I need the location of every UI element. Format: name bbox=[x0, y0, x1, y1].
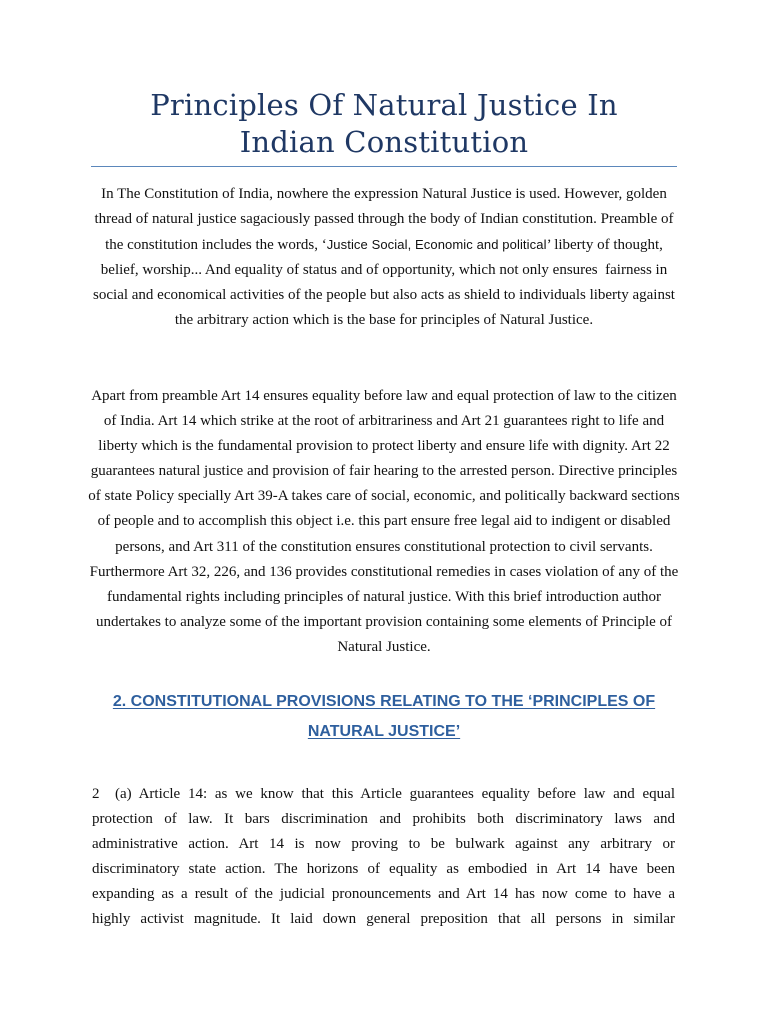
document-title bbox=[90, 87, 678, 161]
article-14-line: highly activist magnitude. It laid down general preposition that all persons in similar bbox=[92, 911, 675, 928]
preamble-quote: Justice Social, Economic and political bbox=[326, 237, 547, 253]
article-14-line: administrative action. Art 14 is now proving to be bulwark against any arbitrary or bbox=[92, 836, 675, 853]
title-line-2: Indian Constitution bbox=[239, 125, 529, 159]
article-14-line: discriminatory state action. The horizons of equality as embodied in Art 14 have been bbox=[92, 861, 675, 878]
section-heading bbox=[88, 687, 680, 747]
articles-paragraph: Apart from preamble Art 14 ensures equality before law and equal protection of law to the citizen of India. Art 14 which strike at the root of arbitrariness and Art 21 guarantees right to life and liberty which is the fundamental provision to protect liberty and ensure life with dignity. Art 22 guarantees natural justice and provision of fair hearing to the arrested person. Directive principles of state Policy specially Art 39-A takes care of social, economic, and politically backward sections of people and to accomplish this object i.e. this part ensure free legal aid to indigent or disabled persons, and Art 311 of the constitution ensures constitutional protection to civil servants. Furthermore Art 32, 226, and 136 provides constitutional remedies in cases violation of any of the fundamental rights including principles of natural justice. With this brief introduction author undertakes to analyze some of the important provision containing some elements of Principle of Natural Justice. bbox=[88, 388, 680, 655]
article-14-paragraph bbox=[92, 782, 675, 933]
article-14-line: protection of law. It bars discrimination and prohibits both discriminatory laws and bbox=[92, 811, 675, 828]
intro-text-before-quote: In The Constitution of India, nowhere the expression Natural Justice is used. However, golden thread of natural justice sagaciously passed through the body of Indian constitution. Preamble of the constitution includes the words, ‘ bbox=[94, 186, 674, 254]
intro-text-after-quote: ’ liberty of thought, belief, worship... And equality of status and of opportunity, which not only ensures fairness in social and economical activities of the people but also acts as shield to individuals liberty against the arbitrary action which is the base for principles of Natural Justice. bbox=[93, 237, 675, 329]
section-heading-line-2: NATURAL JUSTICE’ bbox=[307, 723, 461, 740]
section-heading-line-1: 2. CONSTITUTIONAL PROVISIONS RELATING TO THE ‘PRINCIPLES OF bbox=[112, 693, 656, 710]
intro-paragraph bbox=[88, 182, 680, 334]
article-14-line: expanding as a result of the judicial pronouncements and Art 14 has now come to have a bbox=[92, 886, 675, 903]
title-underline-rule bbox=[91, 166, 677, 167]
article-14-line: 2 (a) Article 14: as we know that this Article guarantees equality before law and equal bbox=[92, 786, 675, 802]
title-line-1: Principles Of Natural Justice In bbox=[150, 88, 618, 122]
